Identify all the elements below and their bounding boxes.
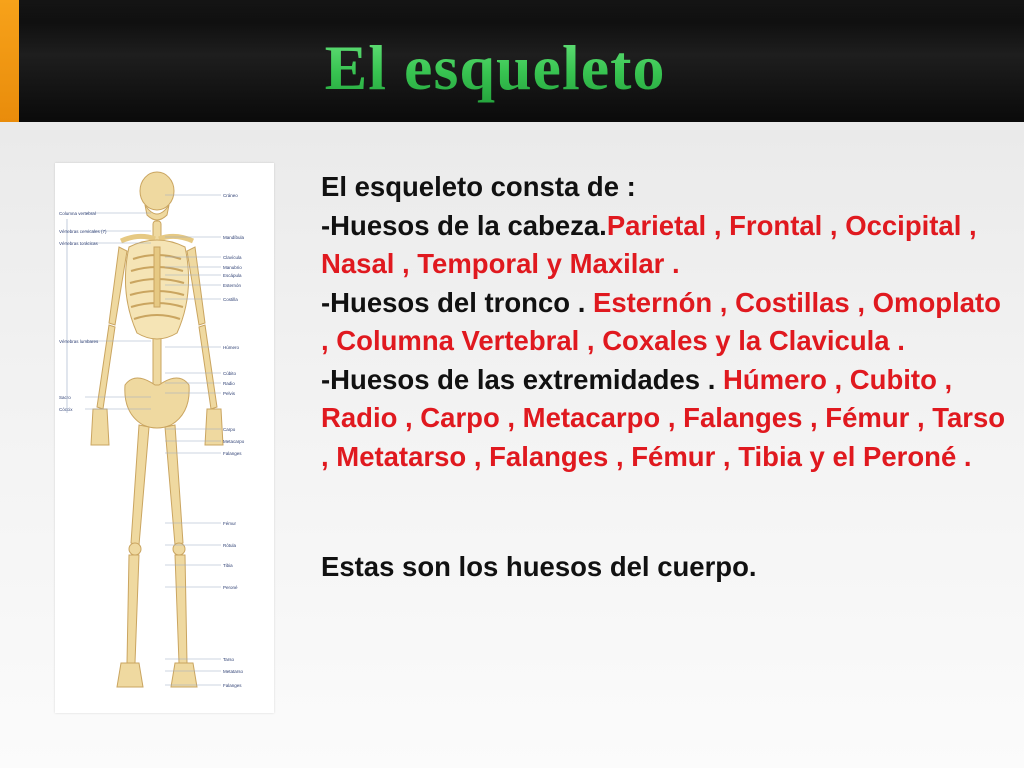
trunk-bones-prefix: -Huesos del tronco . — [321, 286, 593, 318]
anatomy-label: Cúbito — [223, 371, 237, 376]
skeleton-illustration — [55, 163, 274, 713]
anatomy-label: Manubrio — [223, 265, 242, 270]
left-forearm — [97, 325, 115, 409]
anatomy-label: Metatarso — [223, 669, 244, 674]
right-foot — [171, 663, 197, 687]
intro-line: El esqueleto consta de : — [321, 171, 636, 202]
spacer — [321, 476, 1011, 548]
anatomy-label: Cóccix — [59, 407, 73, 412]
slide-title: El esqueleto — [0, 28, 990, 108]
head-bones-line — [321, 207, 1011, 284]
anatomy-label: Peroné — [223, 585, 238, 590]
anatomy-label: Esternón — [223, 283, 242, 288]
anatomy-label: Tibia — [223, 563, 233, 568]
anatomy-label: Húmero — [223, 345, 240, 350]
anatomy-label: Clavícula — [223, 255, 242, 260]
anatomy-label: Tarso — [223, 657, 235, 662]
trunk-bones-list: Esternón , Costillas , Omoplato , Columna Vertebral , Coxales y la Clavicula . — [321, 286, 1001, 356]
trunk-bones-line — [321, 284, 1011, 361]
bones-description — [321, 168, 1011, 587]
left-hand — [91, 409, 109, 445]
closing-line: Estas son los huesos del cuerpo. — [321, 551, 757, 582]
right-forearm — [199, 325, 217, 409]
anatomy-label: Vértebras lumbares — [59, 339, 99, 344]
left-foot — [117, 663, 143, 687]
left-patella — [129, 543, 141, 555]
anatomy-label: Metacarpo — [223, 439, 245, 444]
anatomy-label: Sacro — [59, 395, 71, 400]
anatomy-label: Vértebras cervicales (7) — [59, 229, 107, 234]
right-tibia — [175, 555, 187, 663]
skull — [140, 172, 174, 210]
sternum — [154, 247, 160, 307]
anatomy-label: Carpo — [223, 427, 236, 432]
anatomy-label: Falanges — [223, 683, 242, 688]
limb-bones-prefix: -Huesos de las extremidades . — [321, 363, 723, 395]
anatomy-label: Costilla — [223, 297, 238, 302]
anatomy-label: Mandíbula — [223, 235, 245, 240]
anatomy-label: Vértebras torácicas — [59, 241, 98, 246]
head-bones-list: Parietal , Frontal , Occipital , Nasal , Temporal y Maxilar . — [321, 209, 977, 279]
anatomy-label: Escápula — [223, 273, 242, 278]
anatomy-label: Cráneo — [223, 193, 238, 198]
anatomy-label: Pelvis — [223, 391, 236, 396]
left-humerus — [109, 247, 127, 325]
skeleton-diagram — [55, 163, 274, 713]
left-femur — [131, 425, 149, 545]
head-bones-prefix: -Huesos de la cabeza. — [321, 209, 607, 241]
limb-bones-list: Húmero , Cubito , Radio , Carpo , Metacarpo , Falanges , Fémur , Tarso , Metatarso , Falanges , Fémur , Tibia y el Peroné . — [321, 363, 1006, 472]
right-humerus — [187, 247, 205, 325]
anatomy-label: Radio — [223, 381, 235, 386]
header-shine — [19, 0, 1024, 22]
left-tibia — [127, 555, 139, 663]
right-hand — [205, 409, 223, 445]
anatomy-label: Rótula — [223, 543, 237, 548]
anatomy-label: Fémur — [223, 521, 237, 526]
anatomy-label: Columna vertebral — [59, 211, 96, 216]
pelvis — [125, 378, 189, 428]
anatomy-label: Falanges — [223, 451, 242, 456]
limb-bones-line — [321, 361, 1011, 477]
right-femur — [165, 425, 183, 545]
